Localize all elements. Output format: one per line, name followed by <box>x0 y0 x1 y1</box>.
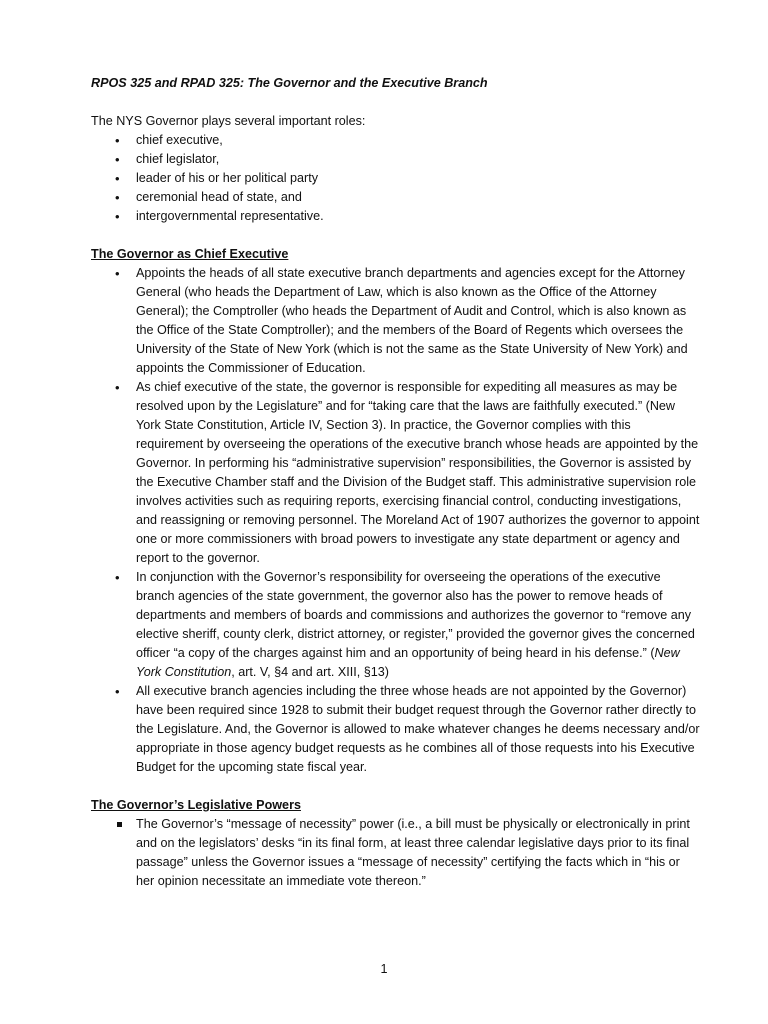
list-item: • ceremonial head of state, and <box>91 188 701 207</box>
roles-list <box>91 131 701 226</box>
section-heading-chief-executive: The Governor as Chief Executive <box>91 247 289 261</box>
chief-executive-list <box>91 264 701 777</box>
page-number: 1 <box>380 962 388 976</box>
spacer <box>91 93 701 112</box>
list-item: • As chief executive of the state, the governor is responsible for expediting all measures as may be resolved upon by the Legislature” and for “taking care that the laws are faithfully executed.” (New York State Constitution, Article IV, Section 3). In practice, the Governor complies with this requirement by overseeing the operations of the executive branch whose heads are appointed by the Governor. In performing his “administrative supervision” responsibilities, the Governor is assisted by the Executive Chamber staff and the Division of the Budget staff. This administrative supervision role involves activities such as requiring reports, exercising financial control, conducting investigations, and reassigning or removing personnel. The Moreland Act of 1907 authorizes the governor to appoint one or more commissioners with broad powers to investigate any state department or agency and report to the governor. <box>91 378 701 568</box>
citation-italic: New York Constitution <box>136 646 680 679</box>
list-item: The Governor’s “message of necessity” power (i.e., a bill must be physically or electronically in print and on the legislators’ desks “in its final form, at least three calendar legislative days prior to its final passage” unless the Governor issues a “message of necessity” certifying the facts which in “his or her opinion necessitate an immediate vote thereon.” <box>91 815 701 891</box>
section-heading-legislative-powers: The Governor’s Legislative Powers <box>91 798 301 812</box>
document-title: RPOS 325 and RPAD 325: The Governor and the Executive Branch <box>91 76 488 90</box>
list-item: • chief legislator, <box>91 150 701 169</box>
list-item: • Appoints the heads of all state executive branch departments and agencies except for the Attorney General (who heads the Department of Law, which is also known as the Office of the Attorney General); the Comptroller (who heads the Department of Audit and Control, which is also known as the Office of the State Comptroller); and the members of the Board of Regents which oversees the University of the State of New York (which is not the same as the State University of New York) and appoints the Commissioner of Education. <box>91 264 701 378</box>
intro-lead: The NYS Governor plays several important roles: <box>91 114 366 128</box>
list-item: • intergovernmental representative. <box>91 207 701 226</box>
list-item: • All executive branch agencies including the three whose heads are not appointed by the Governor) have been required since 1928 to submit their budget request through the Governor rather directly to the Legislature. And, the Governor is allowed to make whatever changes he deems necessary and/or appropriate in those agency budget requests as he combines all of those requests into his Executive Budget for the upcoming state fiscal year. <box>91 682 701 777</box>
text-run: In conjunction with the Governor’s responsibility for overseeing the operations of the executive branch agencies of the state government, the governor also has the power to remove heads of departments and members of boards and commissions and authorizes the governor to “remove any elective sheriff, county clerk, district attorney, or register,” provided the governor gives the concerned officer “a copy of the charges against him and an opportunity of being heard in his defense.” ( <box>136 570 695 660</box>
list-item: • leader of his or her political party <box>91 169 701 188</box>
spacer <box>91 777 701 796</box>
legislative-powers-list <box>91 815 701 891</box>
spacer <box>91 226 701 245</box>
list-item <box>91 568 701 682</box>
list-item: • chief executive, <box>91 131 701 150</box>
text-run: , art. V, §4 and art. XIII, §13) <box>231 665 389 679</box>
document-body <box>91 74 701 891</box>
